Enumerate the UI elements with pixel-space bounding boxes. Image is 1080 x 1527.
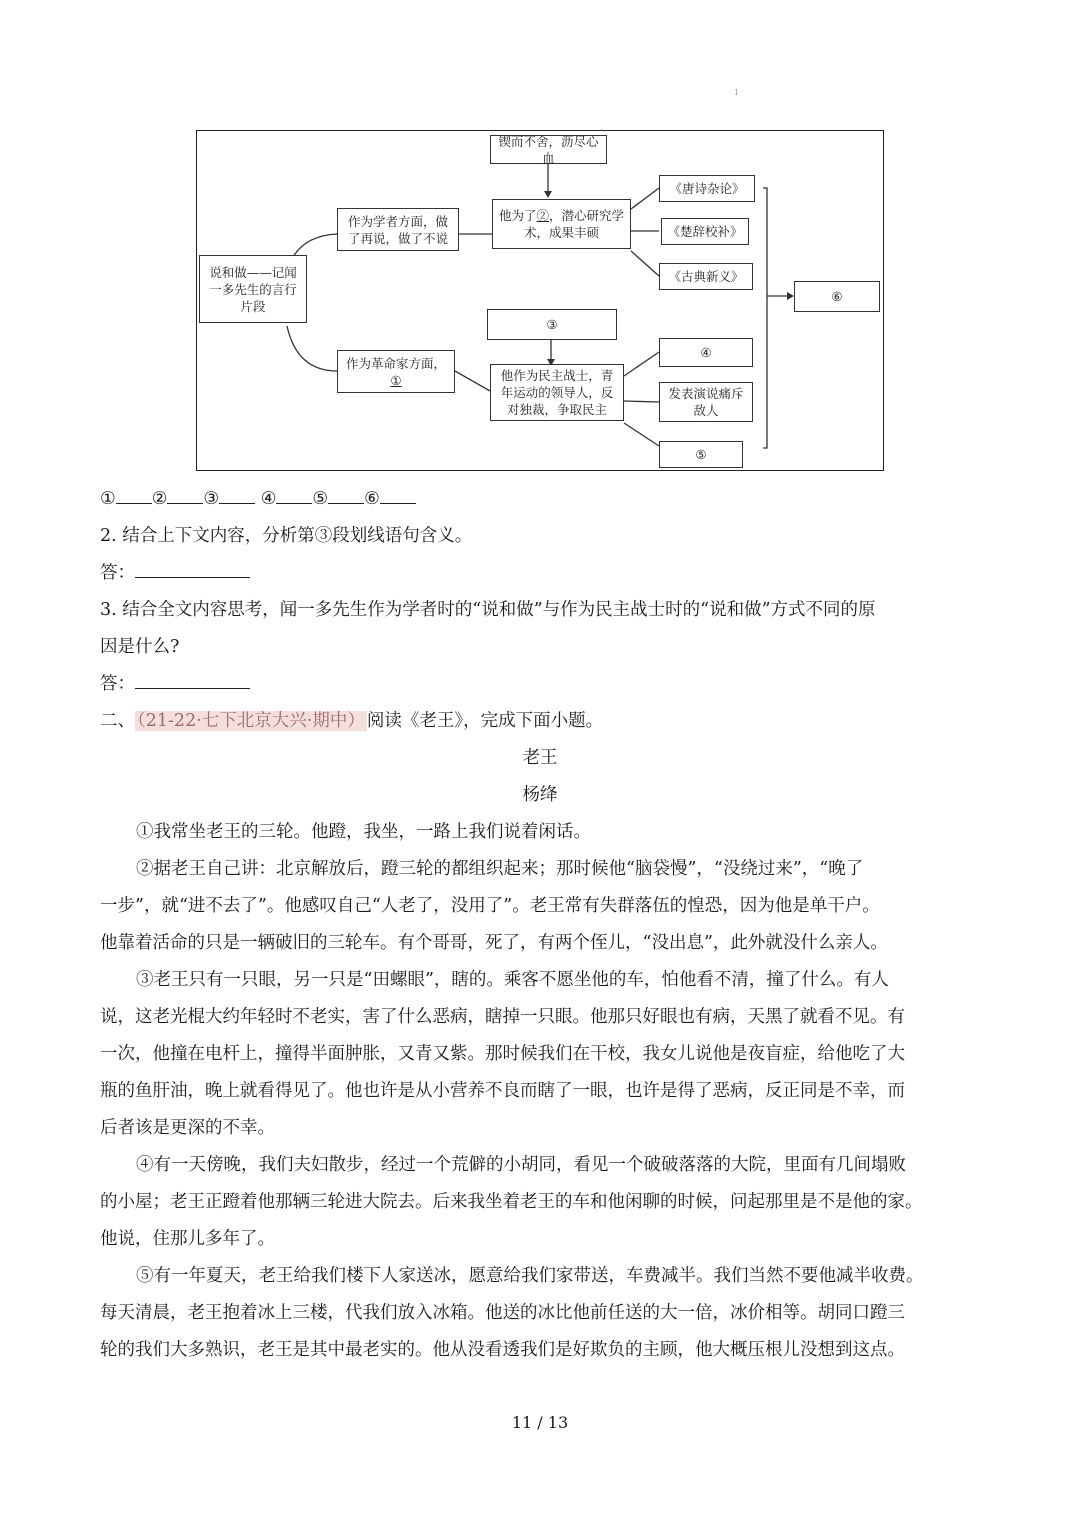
work-3: 《古典新义》 bbox=[668, 269, 744, 284]
answer-label: 答： bbox=[100, 674, 135, 694]
article-line: 瓶的鱼肝油，晚上就看得见了。他也许是从小营养不良而瞎了一眼，也许是得了恶病，反正同是不幸，而 bbox=[100, 1081, 905, 1101]
top-quality-text: 锲而不舍，沥尽心血 bbox=[498, 133, 599, 166]
question-3-answer bbox=[100, 669, 250, 699]
article-line: 他说，住那儿多年了。 bbox=[100, 1229, 275, 1249]
scholar-branch-box bbox=[337, 208, 459, 251]
section-prefix: 二、 bbox=[100, 711, 135, 731]
answer-blank-3[interactable] bbox=[219, 485, 255, 504]
question-2: 2. 结合上下文内容，分析第③段划线语句含义。 bbox=[100, 526, 473, 546]
article-author: 杨绛 bbox=[522, 785, 558, 805]
answer-item-1: ① bbox=[100, 489, 116, 509]
article-line: 后者该是更深的不幸。 bbox=[100, 1118, 275, 1138]
scholar-center-box bbox=[492, 199, 631, 249]
article-line: 一步”，就“进不去了”。他感叹自己“人老了，没用了”。老王常有失群落伍的惶恐，因为他是单干户。 bbox=[100, 896, 880, 916]
answer-label: 答： bbox=[100, 563, 135, 583]
article-line: 一次，他撞在电杆上，撞得半面肿胀，又青又紫。那时候我们在干校，我女儿说他是夜盲症，给他吃了大 bbox=[100, 1044, 905, 1064]
answer-blank-2[interactable] bbox=[167, 485, 203, 504]
scholar-center-text bbox=[497, 207, 626, 241]
question-3-line-1: 3. 结合全文内容思考，闻一多先生作为学者时的“说和做”与作为民主战士时的“说和做”方式不同的原 bbox=[100, 600, 876, 620]
box-5 bbox=[659, 441, 743, 468]
article-line: ①我常坐老王的三轮。他蹬，我坐，一路上我们说着闲话。 bbox=[136, 822, 591, 842]
answer-item-6: ⑥ bbox=[364, 489, 380, 509]
blank-1: ① bbox=[390, 372, 402, 388]
box-3-label: ③ bbox=[546, 317, 558, 332]
answer-item-3: ③ bbox=[203, 489, 220, 509]
section-instruction: 阅读《老王》，完成下面小题。 bbox=[366, 711, 604, 731]
article-line: ⑤有一年夏天，老王给我们楼下人家送冰，愿意给我们家带送，车费减半。我们当然不要他减半收费。 bbox=[136, 1266, 924, 1286]
mind-map-diagram bbox=[196, 130, 884, 471]
box-4 bbox=[659, 338, 753, 367]
democrat-center-text: 他作为民主战士，青年运动的领导人，反对独裁，争取民主 bbox=[500, 368, 614, 417]
answer-blanks-line bbox=[100, 484, 416, 514]
box-5-label: ⑤ bbox=[695, 447, 707, 462]
question-2-answer bbox=[100, 558, 250, 588]
work-2: 《楚辞校补》 bbox=[667, 224, 743, 239]
article-line: 他靠着活命的只是一辆破旧的三轮车。有个哥哥，死了，有两个侄儿，“没出息”，此外就没什么亲人。 bbox=[100, 933, 888, 953]
answer-item-5: ⑤ bbox=[312, 489, 329, 509]
article-title: 老王 bbox=[522, 748, 558, 768]
work-box-2 bbox=[661, 218, 749, 245]
source-tag: （21-22·七下北京大兴·期中） bbox=[137, 711, 365, 731]
scholar-center-post: ，潜心研究学术，成果丰硕 bbox=[523, 208, 625, 240]
scholar-branch-text: 作为学者方面，做了再说，做了不说 bbox=[347, 213, 448, 246]
article-line: ②据老王自己讲：北京解放后，蹬三轮的都组织起来；那时候他“脑袋慢”，“没绕过来”，“晚了 bbox=[136, 859, 864, 879]
article-line: 说，这老光棍大约年轻时不老实，害了什么恶病，瞎掉一只眼。他那只好眼也有病，天黑了就看不见。有 bbox=[100, 1007, 905, 1027]
work-1: 《唐诗杂论》 bbox=[669, 181, 745, 196]
scholar-center-pre: 他为了 bbox=[498, 208, 537, 223]
answer-blank-4[interactable] bbox=[276, 485, 312, 504]
revolutionary-branch-text bbox=[346, 355, 446, 389]
question-3-line-2: 因是什么? bbox=[100, 637, 180, 657]
article-line: ③老王只有一只眼，另一只是“田螺眼”，瞎的。乘客不愿坐他的车，怕他看不清，撞了什么。有人 bbox=[136, 970, 889, 990]
speech-box bbox=[659, 382, 753, 422]
speech-text: 发表演说痛斥敌人 bbox=[668, 386, 744, 418]
democrat-center-box bbox=[490, 364, 624, 421]
answer-item-2: ② bbox=[151, 489, 168, 509]
blank-2: ② bbox=[536, 208, 549, 223]
answer-item-4: ④ bbox=[260, 489, 277, 509]
article-line: 轮的我们大多熟识，老王是其中最老实的。他从没看透我们是好欺负的主顾，他大概压根儿没想到这点。 bbox=[100, 1340, 905, 1360]
answer-field[interactable] bbox=[135, 559, 250, 578]
article-line: 的小屋；老王正蹬着他那辆三轮进大院去。后来我坐着老王的车和他闲聊的时候，问起那里是不是他的家。 bbox=[100, 1192, 923, 1212]
answer-blank-1[interactable] bbox=[116, 485, 152, 504]
article-line: ④有一天傍晚，我们夫妇散步，经过一个荒僻的小胡同，看见一个破破落落的大院，里面有几间塌败 bbox=[136, 1155, 906, 1175]
answer-blank-6[interactable] bbox=[380, 485, 416, 504]
box-6 bbox=[794, 281, 880, 312]
page-number: 11 / 13 bbox=[511, 1413, 569, 1432]
box-3 bbox=[487, 309, 617, 340]
section-2-heading bbox=[100, 706, 603, 736]
work-box-3 bbox=[659, 263, 753, 290]
root-text: 说和做——记闻一多先生的言行片段 bbox=[209, 264, 297, 314]
box-6-label: ⑥ bbox=[831, 289, 843, 304]
revolutionary-prefix: 作为革命家方面， bbox=[345, 355, 446, 371]
answer-field[interactable] bbox=[135, 670, 250, 689]
page-mark: 1 bbox=[734, 88, 740, 97]
revolutionary-branch-box bbox=[337, 350, 455, 393]
top-quality-box bbox=[490, 135, 607, 164]
root-box bbox=[199, 255, 307, 323]
article-line: 每天清晨，老王抱着冰上三楼，代我们放入冰箱。他送的冰比他前任送的大一倍，冰价相等。胡同口蹬三 bbox=[100, 1303, 905, 1323]
answer-blank-5[interactable] bbox=[328, 485, 364, 504]
work-box-1 bbox=[659, 175, 755, 202]
box-4-label: ④ bbox=[700, 345, 712, 360]
